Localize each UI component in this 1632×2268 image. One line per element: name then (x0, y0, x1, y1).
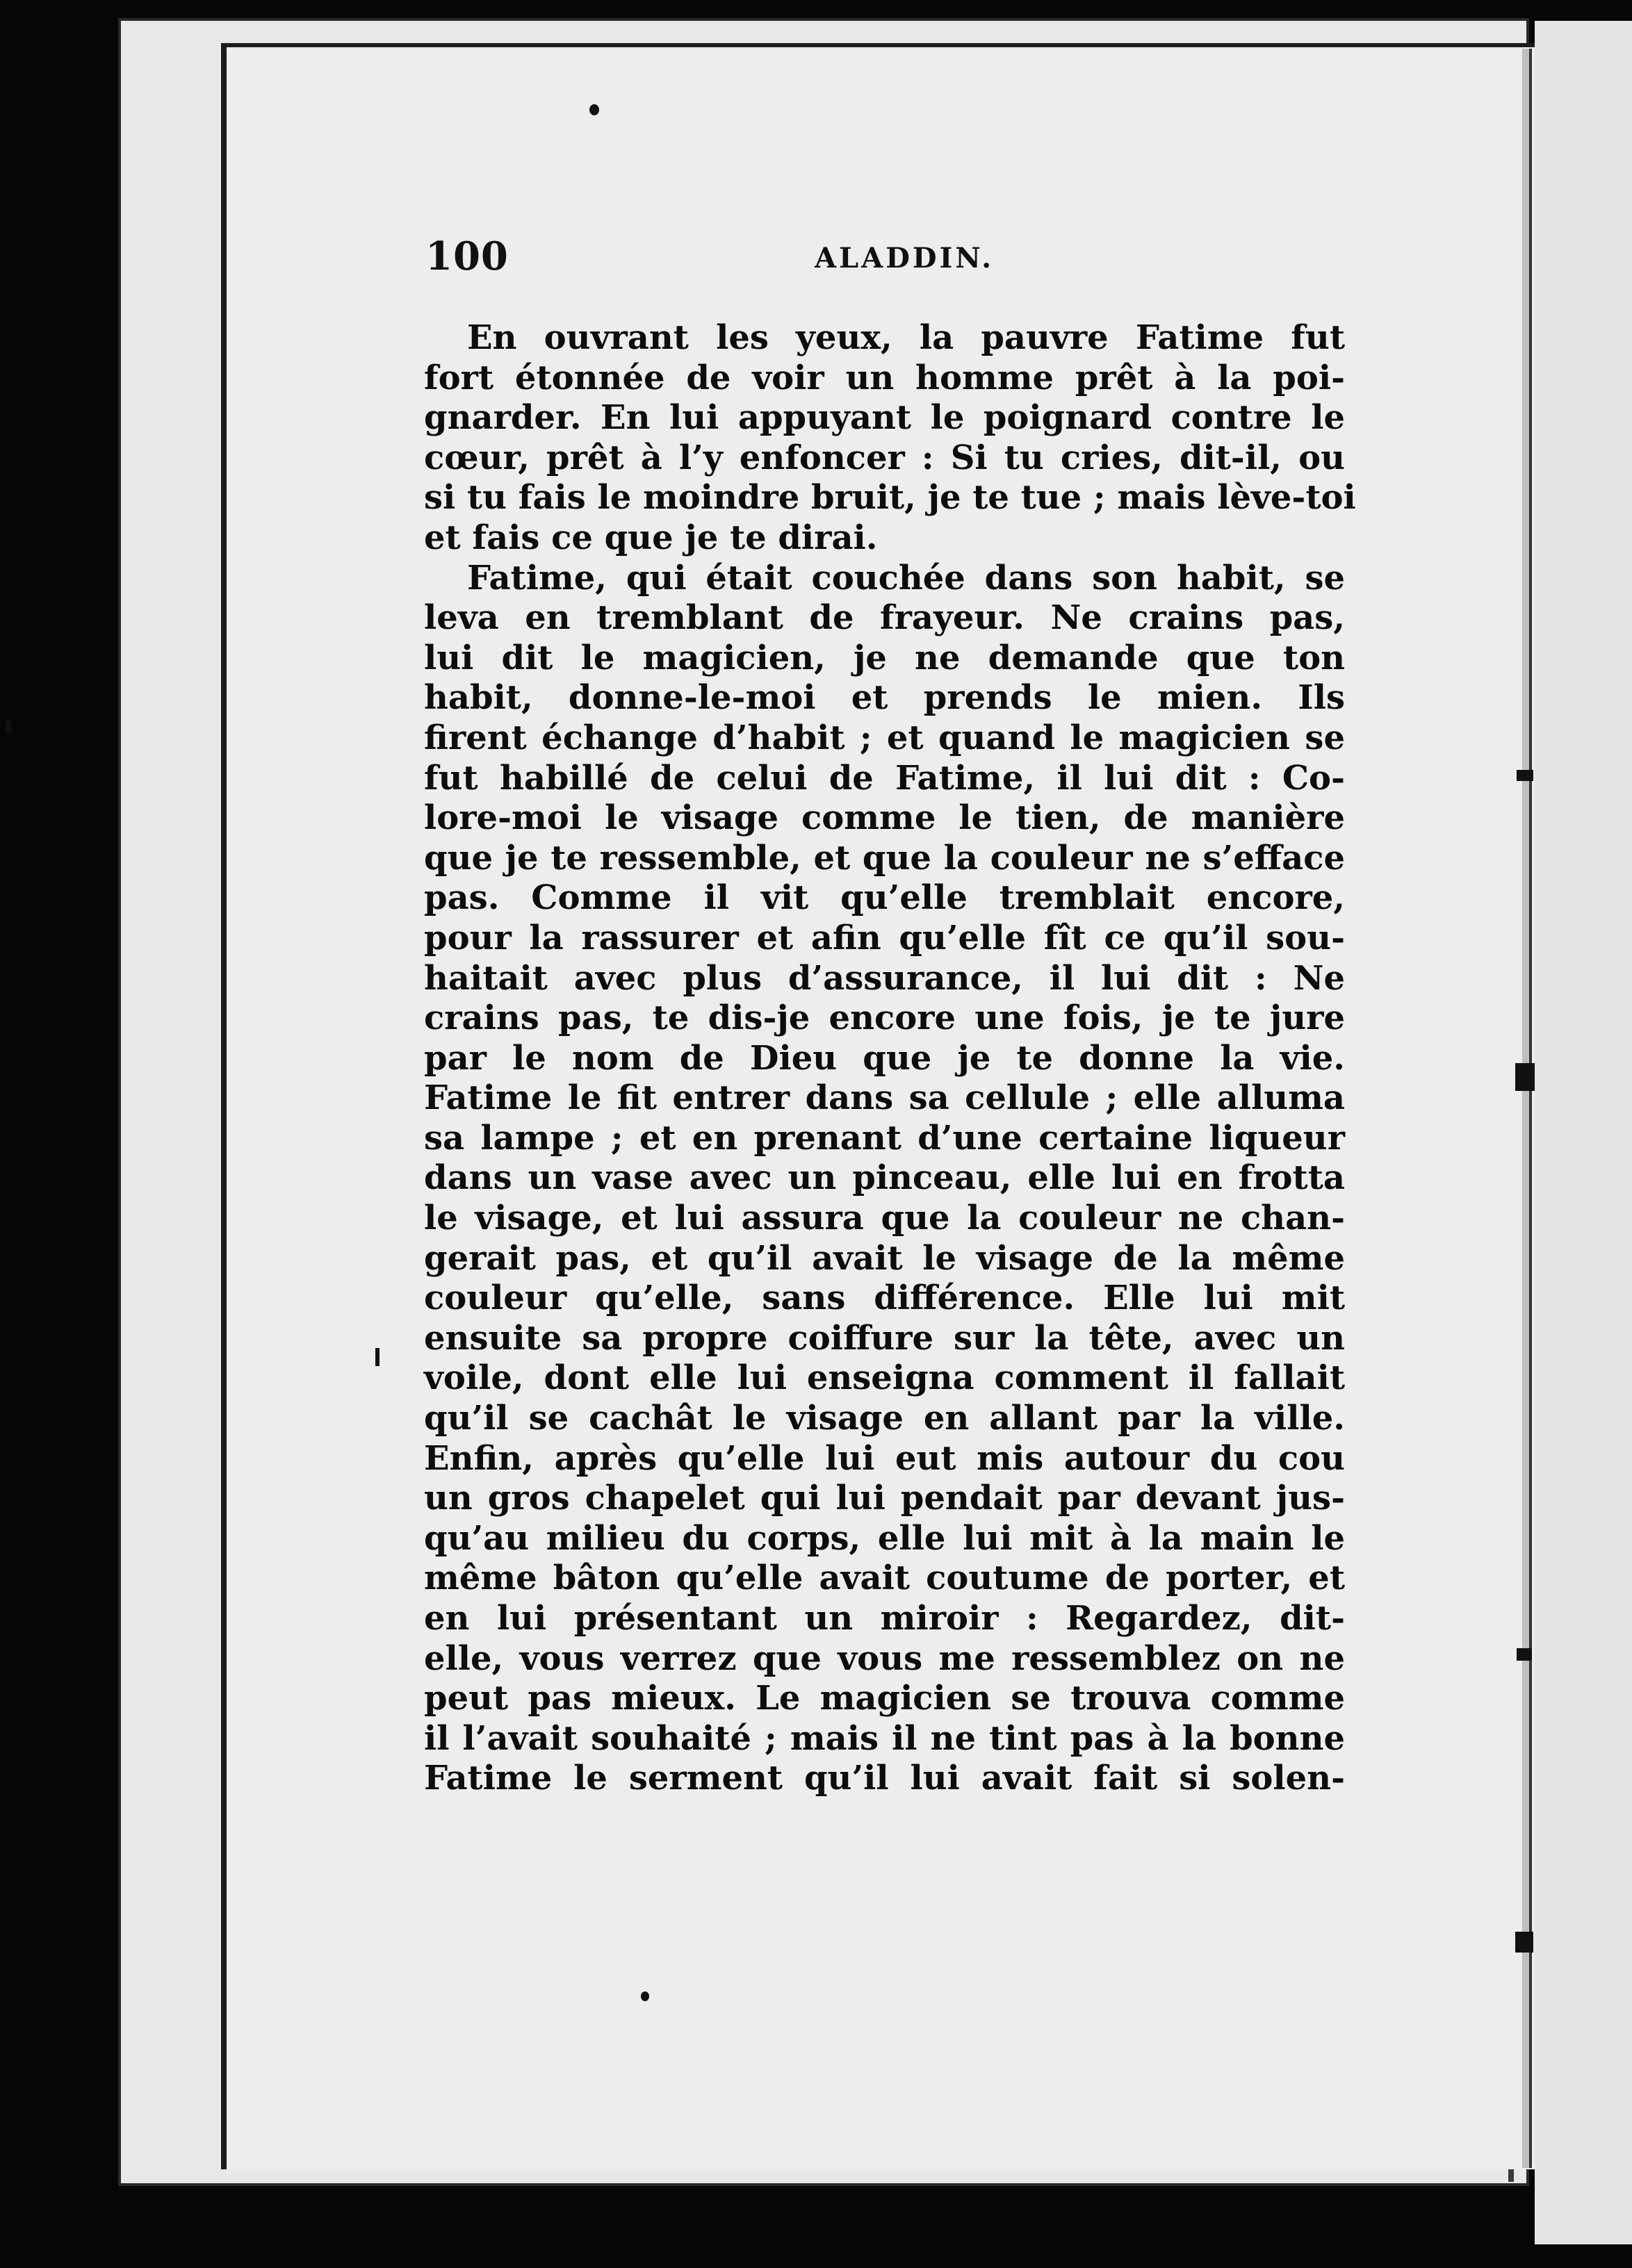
text-line: Enfin, après qu’elle lui eut mis autour du cou (424, 1438, 1345, 1478)
text-line: Fatime, qui était couchée dans son habit, se (467, 558, 1345, 598)
text-line: qu’au milieu du corps, elle lui mit à la main le (424, 1518, 1345, 1558)
speck-top (589, 104, 599, 115)
text-line: dans un vase avec un pinceau, elle lui en frotta (424, 1158, 1345, 1198)
text-line: et fais ce que je te dirai. (424, 518, 878, 557)
text-line: couleur qu’elle, sans différence. Elle lui mit (424, 1279, 1345, 1318)
text-line: que je te ressemble, et que la couleur ne s’efface (424, 838, 1345, 878)
body-text (424, 318, 1356, 1799)
text-line: gerait pas, et qu’il avait le visage de la même (424, 1238, 1345, 1278)
text-line: cœur, prêt à l’y enfoncer : Si tu cries, dit-il, ou (424, 438, 1345, 477)
text-line: par le nom de Dieu que je te donne la vie. (424, 1038, 1345, 1078)
running-head (425, 233, 1350, 282)
next-page-strip (1535, 21, 1632, 2244)
text-line: sa lampe ; et en prenant d’une certaine liqueur (424, 1118, 1345, 1158)
text-line: même bâton qu’elle avait coutume de porter, et (424, 1559, 1345, 1598)
text-line: pas. Comme il vit qu’elle tremblait encore, (424, 878, 1345, 918)
text-line: Fatime le serment qu’il lui avait fait si solen- (424, 1759, 1345, 1798)
text-line: qu’il se cachât le visage en allant par la ville. (424, 1399, 1345, 1438)
text-line: le visage, et lui assura que la couleur ne chan- (424, 1199, 1345, 1238)
text-line: leva en tremblant de frayeur. Ne crains pas, (424, 598, 1345, 638)
margin-speck (375, 1348, 380, 1366)
binding-mark-3 (1517, 1648, 1532, 1661)
text-line: firent échange d’habit ; et quand le magicien se (424, 718, 1345, 757)
text-line: elle, vous verrez que vous me ressemblez on ne (424, 1638, 1345, 1678)
text-line: fut habillé de celui de Fatime, il lui dit : Co- (424, 758, 1345, 798)
left-speck (6, 720, 11, 732)
text-line: haitait avec plus d’assurance, il lui dit : Ne (424, 958, 1345, 998)
page-title: ALADDIN. (815, 242, 995, 274)
speck-bottom (641, 1991, 649, 2001)
binding-mark-2 (1515, 1063, 1535, 1091)
text-line: Fatime le fit entrer dans sa cellule ; elle alluma (424, 1078, 1345, 1118)
text-line: gnarder. En lui appuyant le poignard contre le (424, 398, 1345, 438)
text-line: lui dit le magicien, je ne demande que ton (424, 638, 1345, 677)
text-line: ensuite sa propre coiffure sur la tête, avec un (424, 1318, 1345, 1358)
binding-mark-1 (1517, 770, 1533, 781)
page-right-edge (1522, 49, 1532, 2168)
page-number: 100 (425, 233, 509, 279)
text-line: crains pas, te dis-je encore une fois, je te jure (424, 999, 1345, 1038)
text-line: voile, dont elle lui enseigna comment il fallait (424, 1358, 1345, 1398)
text-line: pour la rassurer et afin qu’elle fît ce qu’il sou- (424, 918, 1345, 958)
text-line: fort étonnée de voir un homme prêt à la poi- (424, 358, 1345, 397)
text-line: en lui présentant un miroir : Regardez, dit- (424, 1599, 1345, 1638)
text-line: si tu fais le moindre bruit, je te tue ; mais lève-toi (424, 478, 1356, 518)
text-line: lore-moi le visage comme le tien, de manière (424, 798, 1345, 838)
text-line: habit, donne-le-moi et prends le mien. Ils (424, 678, 1345, 718)
text-line: peut pas mieux. Le magicien se trouva comme (424, 1679, 1345, 1718)
text-line: il l’avait souhaité ; mais il ne tint pas à la bonne (424, 1718, 1345, 1758)
text-line: En ouvrant les yeux, la pauvre Fatime fut (467, 318, 1345, 357)
text-line: un gros chapelet qui lui pendait par devant jus- (424, 1479, 1345, 1518)
binding-mark-4 (1515, 1932, 1533, 1953)
